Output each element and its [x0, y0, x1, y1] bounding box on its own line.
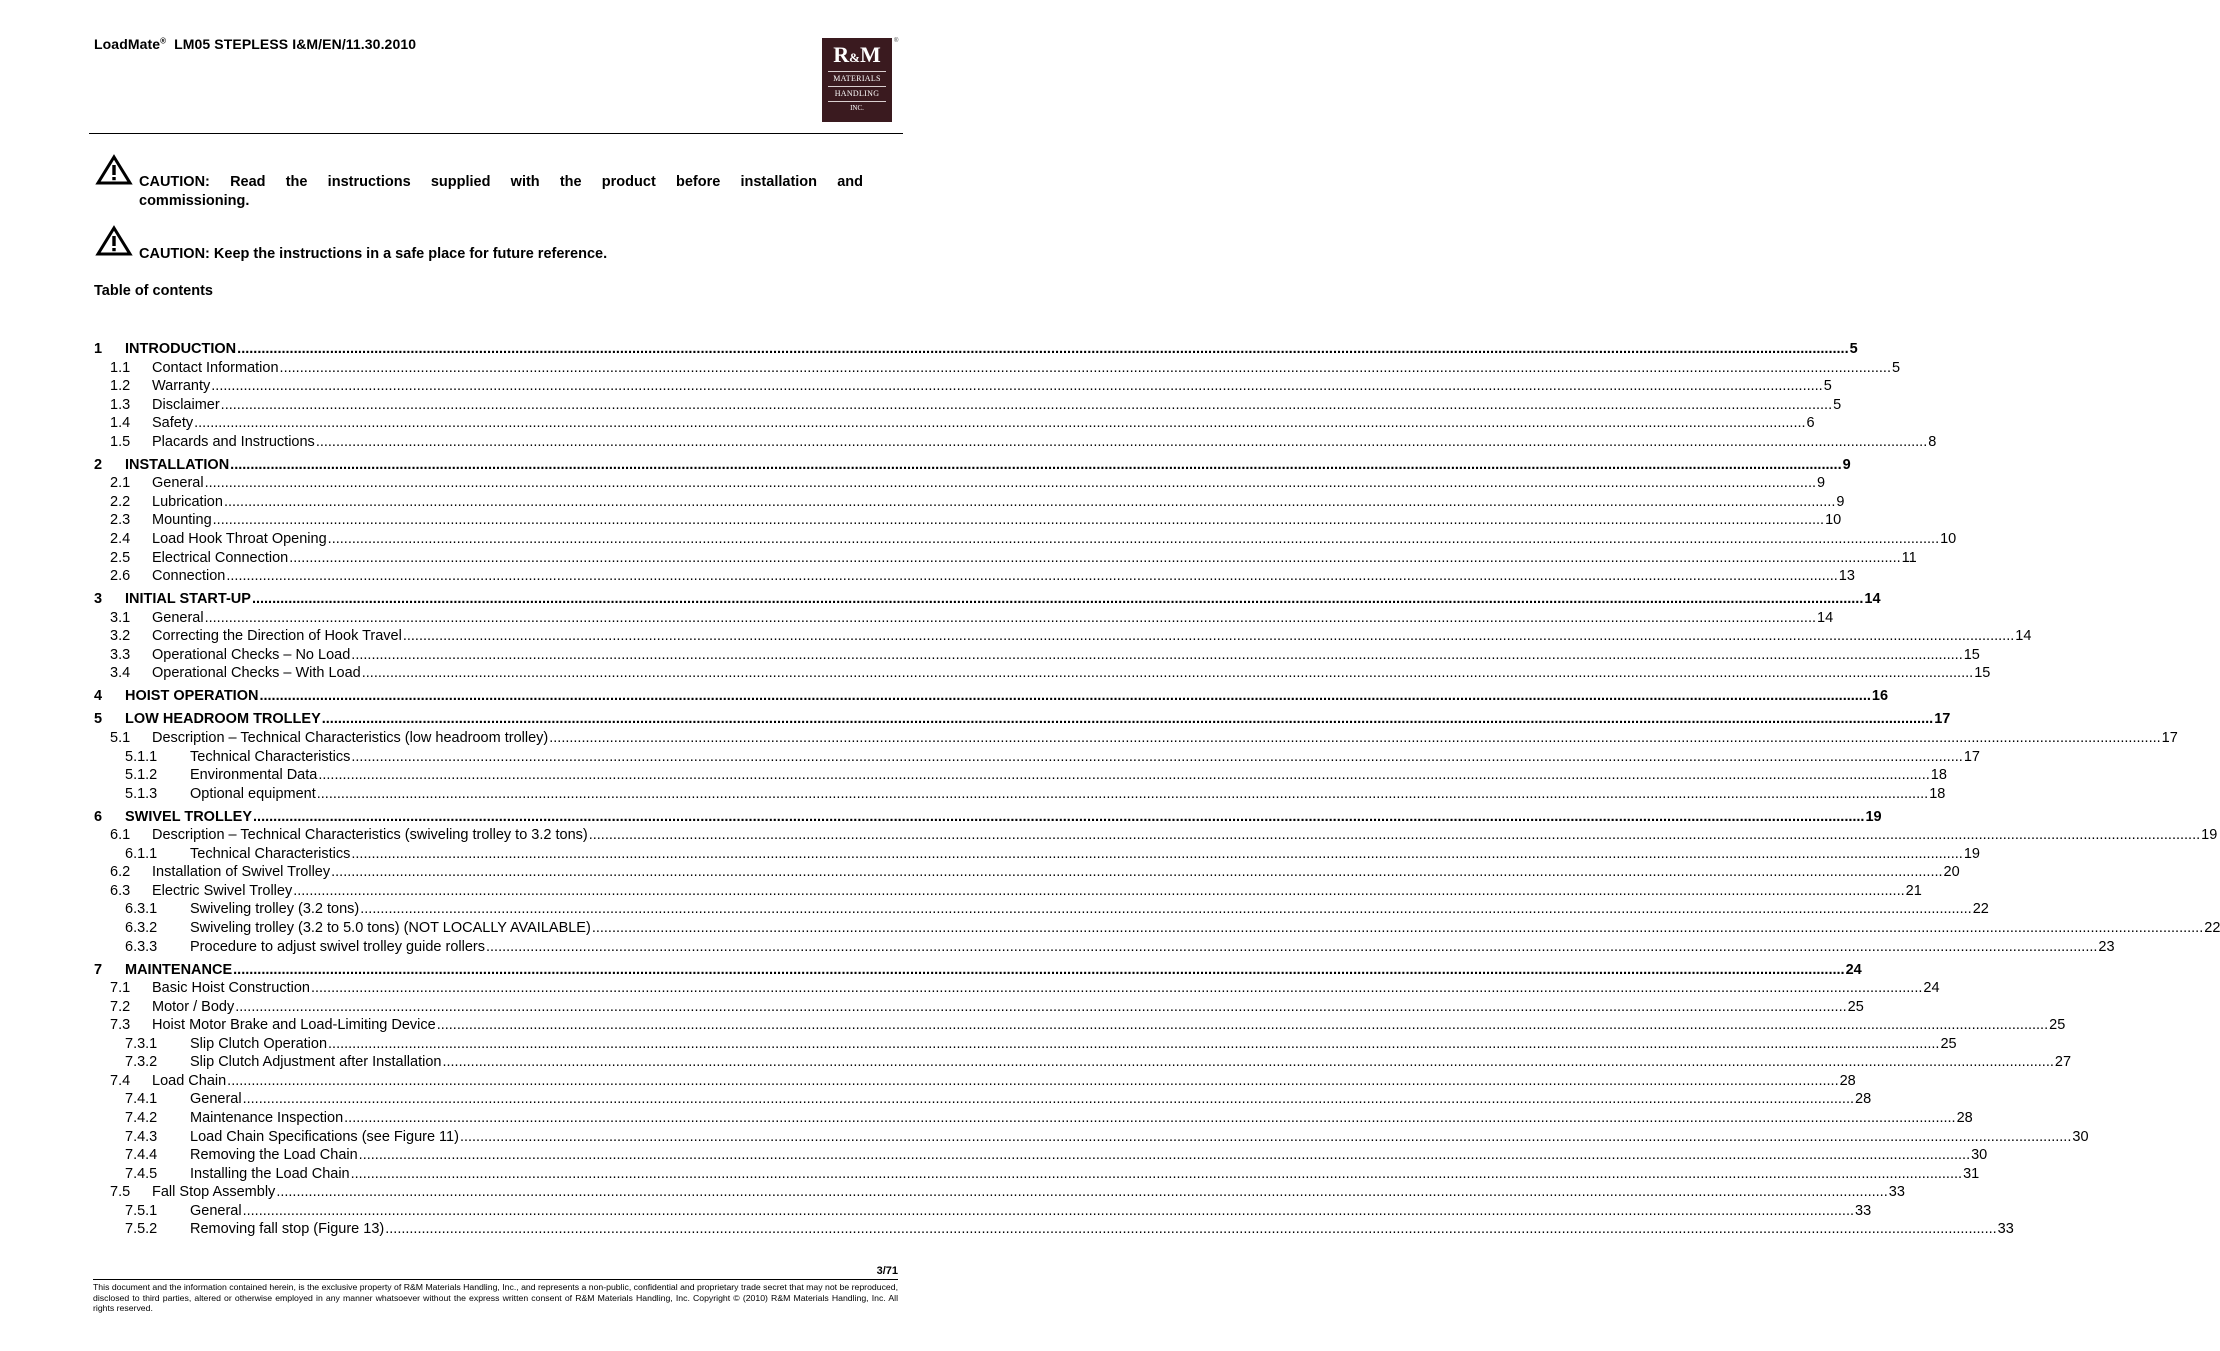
toc-entry-page: 10: [1940, 531, 1957, 547]
toc-entry-page: 9: [1842, 457, 1851, 473]
toc-entry-number: 1: [94, 341, 103, 357]
toc-entry[interactable]: [94, 979, 1940, 997]
toc-entry[interactable]: [94, 609, 1834, 627]
toc-entry-number: 6.1.1: [125, 846, 158, 862]
toc-dot-leader: ................................................................................................................................................................................................................................................................................................................................................................................................................: [351, 846, 1963, 862]
toc-entry-page: 8: [1928, 434, 1937, 450]
toc-entry-page: 28: [1855, 1091, 1872, 1107]
toc-entry-title: Contact Information: [152, 360, 279, 376]
toc-entry[interactable]: [94, 1016, 2066, 1034]
toc-entry-number: 7.5.2: [125, 1221, 158, 1237]
logo-registered-mark: ®: [894, 38, 899, 44]
toc-entry-page: 5: [1823, 378, 1832, 394]
toc-dot-leader: ................................................................................................................................................................................................................................................................................................................................................................................................................: [485, 939, 2098, 955]
toc-entry-title: Hoist Motor Brake and Load-Limiting Device: [152, 1017, 436, 1033]
warning-triangle-icon: [96, 155, 132, 185]
caution-keep-instructions: CAUTION: Keep the instructions in a safe place for future reference.: [139, 246, 608, 262]
toc-entry-number: 3.3: [110, 647, 131, 663]
toc-entry[interactable]: [94, 549, 1917, 567]
toc-entry-title: Optional equipment: [190, 786, 316, 802]
toc-entry-page: 9: [1836, 494, 1845, 510]
toc-entry-title: Maintenance Inspection: [190, 1110, 344, 1126]
toc-dot-leader: ................................................................................................................................................................................................................................................................................................................................................................................................................: [588, 827, 2201, 843]
toc-dot-leader: ................................................................................................................................................................................................................................................................................................................................................................................................................: [279, 360, 1891, 376]
toc-entry-page: 14: [2015, 628, 2032, 644]
toc-entry-title: Technical Characteristics: [190, 846, 351, 862]
toc-dot-leader: ................................................................................................................................................................................................................................................................................................................................................................................................................: [385, 1221, 1997, 1237]
toc-entry-page: 18: [1930, 767, 1947, 783]
toc-entry-title: INTRODUCTION: [125, 341, 237, 357]
toc-entry-number: 7.1: [110, 980, 131, 996]
toc-entry-page: 17: [1934, 711, 1951, 727]
toc-entry-title: Disclaimer: [152, 397, 220, 413]
toc-entry-title: Removing fall stop (Figure 13): [190, 1221, 385, 1237]
toc-entry-number: 1.2: [110, 378, 131, 394]
footer-legal-notice: This document and the information contained herein, is the exclusive property of R&M Materials Handling, Inc., and represents a non-public, confidential and proprietary trade secret that may not be reproduced, disclosed to third parties, altered or otherwise employed in any manner whatsoever without the express written consent of R&M Materials Handling, Inc. Copyright © (2010) R&M Materials Handling, Inc. All rights reserved.: [93, 1282, 898, 1313]
toc-entry-number: 1.5: [110, 434, 131, 450]
toc-entry[interactable]: [94, 961, 1862, 979]
toc-entry-title: Fall Stop Assembly: [152, 1184, 276, 1200]
toc-entry[interactable]: [94, 1146, 1988, 1164]
toc-entry-title: General: [190, 1203, 242, 1219]
toc-dot-leader: ................................................................................................................................................................................................................................................................................................................................................................................................................: [242, 1091, 1855, 1107]
toc-entry-number: 2.1: [110, 475, 131, 491]
toc-dot-leader: ................................................................................................................................................................................................................................................................................................................................................................................................................: [442, 1054, 2054, 1070]
toc-dot-leader: ................................................................................................................................................................................................................................................................................................................................................................................................................: [211, 378, 1823, 394]
toc-entry[interactable]: [94, 377, 1832, 395]
toc-entry-title: General: [190, 1091, 242, 1107]
toc-entry-number: 6.3.1: [125, 901, 158, 917]
toc-entry-number: 6.3.3: [125, 939, 158, 955]
toc-entry[interactable]: [94, 511, 1842, 529]
toc-dot-leader: ................................................................................................................................................................................................................................................................................................................................................................................................................: [331, 864, 1943, 880]
toc-entry[interactable]: [94, 710, 1951, 728]
toc-entry[interactable]: [94, 1090, 1872, 1108]
company-logo: [822, 38, 892, 122]
toc-entry-number: 6.1: [110, 827, 131, 843]
toc-entry-title: General: [152, 475, 204, 491]
toc-dot-leader: ................................................................................................................................................................................................................................................................................................................................................................................................................: [242, 1203, 1855, 1219]
toc-entry-number: 6: [94, 809, 103, 825]
toc-entry-page: 17: [1963, 749, 1980, 765]
toc-entry-number: 5: [94, 711, 103, 727]
toc-entry-page: 11: [1901, 550, 1917, 566]
toc-entry-title: Lubrication: [152, 494, 223, 510]
toc-entry-page: 14: [1817, 610, 1834, 626]
toc-entry-number: 7.4: [110, 1073, 131, 1089]
toc-entry-page: 30: [2072, 1129, 2089, 1145]
toc-dot-leader: ................................................................................................................................................................................................................................................................................................................................................................................................................: [358, 1147, 1971, 1163]
toc-entry[interactable]: [94, 766, 1947, 784]
title-product: LoadMate: [94, 36, 161, 52]
toc-entry-page: 20: [1943, 864, 1960, 880]
toc-dot-leader: ................................................................................................................................................................................................................................................................................................................................................................................................................: [344, 1110, 1956, 1126]
toc-entry[interactable]: [94, 414, 1815, 432]
toc-entry-number: 7.4.5: [125, 1166, 158, 1182]
toc-entry-number: 2.5: [110, 550, 131, 566]
toc-entry[interactable]: [94, 863, 1960, 881]
toc-dot-leader: ................................................................................................................................................................................................................................................................................................................................................................................................................: [351, 749, 1963, 765]
toc-entry-title: Operational Checks – No Load: [152, 647, 351, 663]
toc-entry-title: Mounting: [152, 512, 212, 528]
toc-entry-page: 25: [2049, 1017, 2066, 1033]
toc-dot-leader: ................................................................................................................................................................................................................................................................................................................................................................................................................: [226, 568, 1838, 584]
toc-entry-page: 19: [2201, 827, 2218, 843]
toc-entry-page: 19: [1963, 846, 1980, 862]
toc-dot-leader: ................................................................................................................................................................................................................................................................................................................................................................................................................: [315, 434, 1928, 450]
toc-entry-number: 6.3: [110, 883, 131, 899]
toc-entry[interactable]: [94, 590, 1881, 608]
toc-entry-number: 2.2: [110, 494, 131, 510]
footer-divider: [93, 1279, 898, 1280]
toc-dot-leader: ................................................................................................................................................................................................................................................................................................................................................................................................................: [316, 786, 1929, 802]
toc-entry-title: INSTALLATION: [125, 457, 230, 473]
toc-entry-title: Basic Hoist Construction: [152, 980, 310, 996]
toc-entry-number: 2: [94, 457, 103, 473]
toc-dot-leader: ................................................................................................................................................................................................................................................................................................................................................................................................................: [230, 457, 1842, 473]
logo-line-materials: MATERIALS: [833, 74, 881, 83]
header-divider: [89, 133, 903, 134]
toc-dot-leader: ................................................................................................................................................................................................................................................................................................................................................................................................................: [237, 341, 1849, 357]
toc-entry-title: Safety: [152, 415, 194, 431]
toc-dot-leader: ................................................................................................................................................................................................................................................................................................................................................................................................................: [591, 920, 2204, 936]
toc-entry[interactable]: [94, 433, 1937, 451]
toc-entry-title: General: [152, 610, 204, 626]
toc-entry[interactable]: [94, 627, 2032, 645]
toc-entry-page: 33: [1997, 1221, 2014, 1237]
toc-entry[interactable]: [94, 530, 1957, 548]
toc-entry-page: 33: [1888, 1184, 1905, 1200]
toc-entry-number: 2.3: [110, 512, 131, 528]
toc-entry-page: 5: [1891, 360, 1901, 376]
toc-entry-page: 13: [1838, 568, 1855, 584]
toc-dot-leader: ................................................................................................................................................................................................................................................................................................................................................................................................................: [235, 999, 1847, 1015]
toc-entry[interactable]: [94, 1183, 1905, 1201]
toc-dot-leader: ................................................................................................................................................................................................................................................................................................................................................................................................................: [328, 1036, 1940, 1052]
toc-entry-number: 2.4: [110, 531, 131, 547]
toc-entry-page: 24: [1923, 980, 1940, 996]
caution-read-instructions: [139, 173, 863, 211]
toc-entry-page: 33: [1855, 1203, 1872, 1219]
toc-entry[interactable]: [94, 882, 1922, 900]
toc-entry-number: 3.4: [110, 665, 131, 681]
toc-entry-number: 7.5.1: [125, 1203, 158, 1219]
toc-entry-page: 10: [1825, 512, 1842, 528]
toc-entry-number: 7.4.2: [125, 1110, 158, 1126]
toc-dot-leader: ................................................................................................................................................................................................................................................................................................................................................................................................................: [310, 980, 1923, 996]
toc-entry-number: 7.4.3: [125, 1129, 158, 1145]
toc-dot-leader: ................................................................................................................................................................................................................................................................................................................................................................................................................: [289, 550, 1901, 566]
toc-entry[interactable]: [94, 845, 1980, 863]
page-number: 3/71: [876, 1265, 898, 1277]
toc-entry-title: SWIVEL TROLLEY: [125, 809, 253, 825]
toc-entry[interactable]: [94, 567, 1855, 585]
toc-entry[interactable]: [94, 359, 1901, 377]
toc-entry-title: LOW HEADROOM TROLLEY: [125, 711, 321, 727]
toc-entry-page: 6: [1806, 415, 1815, 431]
toc-entry-title: Electric Swivel Trolley: [152, 883, 293, 899]
toc-entry-title: Load Chain Specifications (see Figure 11): [190, 1129, 459, 1145]
toc-dot-leader: ................................................................................................................................................................................................................................................................................................................................................................................................................: [549, 730, 2161, 746]
title-registered-mark: ®: [160, 36, 167, 46]
toc-entry-page: 28: [1956, 1110, 1973, 1126]
toc-dot-leader: ................................................................................................................................................................................................................................................................................................................................................................................................................: [204, 475, 1817, 491]
toc-entry[interactable]: [94, 474, 1826, 492]
toc-entry-title: Electrical Connection: [152, 550, 289, 566]
toc-entry-number: 7.4.4: [125, 1147, 158, 1163]
toc-entry-number: 5.1.3: [125, 786, 158, 802]
document-title: [94, 36, 416, 52]
toc-dot-leader: ................................................................................................................................................................................................................................................................................................................................................................................................................: [259, 688, 1871, 704]
toc-entry-page: 25: [1940, 1036, 1957, 1052]
toc-entry-page: 27: [2054, 1054, 2072, 1070]
toc-dot-leader: ................................................................................................................................................................................................................................................................................................................................................................................................................: [361, 665, 1974, 681]
toc-entry[interactable]: [94, 900, 1989, 918]
toc-entry[interactable]: [94, 1035, 1957, 1053]
toc-entry-title: Technical Characteristics: [190, 749, 351, 765]
toc-entry-number: 7.2: [110, 999, 131, 1015]
toc-entry-title: Warranty: [152, 378, 211, 394]
toc-entry-number: 5.1.1: [125, 749, 158, 765]
toc-entry[interactable]: [94, 1109, 1973, 1127]
toc-entry[interactable]: [94, 664, 1991, 682]
toc-entry-page: 18: [1929, 786, 1946, 802]
toc-dot-leader: ................................................................................................................................................................................................................................................................................................................................................................................................................: [204, 610, 1817, 626]
toc-entry[interactable]: [94, 646, 1980, 664]
toc-dot-leader: ................................................................................................................................................................................................................................................................................................................................................................................................................: [459, 1129, 2072, 1145]
warning-triangle-icon: [96, 226, 132, 256]
toc-entry-number: 3: [94, 591, 103, 607]
toc-entry-page: 17: [2161, 730, 2178, 746]
toc-entry-number: 3.1: [110, 610, 131, 626]
toc-dot-leader: ................................................................................................................................................................................................................................................................................................................................................................................................................: [253, 809, 1865, 825]
toc-entry-title: Procedure to adjust swivel trolley guide rollers: [190, 939, 485, 955]
toc-entry-title: Installation of Swivel Trolley: [152, 864, 331, 880]
toc-entry-title: Swiveling trolley (3.2 tons): [190, 901, 360, 917]
toc-dot-leader: ................................................................................................................................................................................................................................................................................................................................................................................................................: [220, 397, 1833, 413]
caution-text-line: commissioning.: [139, 193, 250, 209]
toc-entry-title: HOIST OPERATION: [125, 688, 259, 704]
toc-entry[interactable]: [94, 340, 1858, 358]
toc-entry-title: Environmental Data: [190, 767, 318, 783]
toc-heading: Table of contents: [94, 283, 213, 299]
toc-entry-title: Operational Checks – With Load: [152, 665, 361, 681]
toc-entry-title: Connection: [152, 568, 226, 584]
toc-dot-leader: ................................................................................................................................................................................................................................................................................................................................................................................................................: [276, 1184, 1888, 1200]
toc-entry[interactable]: [94, 1053, 2072, 1071]
toc-entry[interactable]: [94, 396, 1842, 414]
toc-entry-number: 2.6: [110, 568, 131, 584]
toc-dot-leader: ................................................................................................................................................................................................................................................................................................................................................................................................................: [436, 1017, 2049, 1033]
toc-entry[interactable]: [94, 1072, 1856, 1090]
toc-dot-leader: ................................................................................................................................................................................................................................................................................................................................................................................................................: [227, 1073, 1839, 1089]
toc-entry-number: 4: [94, 688, 103, 704]
toc-entry-number: 7.3.1: [125, 1036, 158, 1052]
toc-dot-leader: ................................................................................................................................................................................................................................................................................................................................................................................................................: [360, 901, 1972, 917]
toc-entry[interactable]: [94, 826, 2218, 844]
toc-entry-page: 14: [1864, 591, 1881, 607]
title-rest: LM05 STEPLESS I&M/EN/11.30.2010: [166, 36, 417, 52]
toc-entry-number: 1.4: [110, 415, 131, 431]
toc-entry[interactable]: [94, 1128, 2089, 1146]
toc-entry-page: 28: [1839, 1073, 1856, 1089]
toc-dot-leader: ................................................................................................................................................................................................................................................................................................................................................................................................................: [321, 711, 1934, 727]
toc-dot-leader: ................................................................................................................................................................................................................................................................................................................................................................................................................: [223, 494, 1836, 510]
toc-entry-title: Load Hook Throat Opening: [152, 531, 327, 547]
toc-entry-number: 1.1: [110, 360, 131, 376]
toc-entry-title: Installing the Load Chain: [190, 1166, 350, 1182]
toc-entry-page: 9: [1817, 475, 1826, 491]
toc-entry-title: Correcting the Direction of Hook Travel: [152, 628, 402, 644]
toc-dot-leader: ................................................................................................................................................................................................................................................................................................................................................................................................................: [251, 591, 1864, 607]
toc-entry[interactable]: [94, 808, 1882, 826]
toc-entry-number: 1.3: [110, 397, 131, 413]
toc-entry-page: 22: [2204, 920, 2220, 936]
toc-entry-number: 5.1: [110, 730, 131, 746]
toc-entry[interactable]: [94, 729, 2178, 747]
caution-text-line: CAUTION: Read the instructions supplied with the product before installation and: [139, 174, 863, 190]
toc-entry-page: 30: [1971, 1147, 1988, 1163]
toc-dot-leader: ................................................................................................................................................................................................................................................................................................................................................................................................................: [402, 628, 2015, 644]
toc-entry[interactable]: [94, 919, 2220, 937]
toc-entry-number: 5.1.2: [125, 767, 158, 783]
toc-entry-title: Removing the Load Chain: [190, 1147, 358, 1163]
toc-dot-leader: ................................................................................................................................................................................................................................................................................................................................................................................................................: [350, 1166, 1963, 1182]
toc-entry[interactable]: [94, 938, 2115, 956]
toc-entry-number: 7.3: [110, 1017, 131, 1033]
toc-entry-page: 5: [1849, 341, 1858, 357]
toc-entry-page: 22: [1972, 901, 1989, 917]
toc-entry-title: Slip Clutch Adjustment after Installation: [190, 1054, 442, 1070]
toc-entry-number: 7.4.1: [125, 1091, 158, 1107]
toc-dot-leader: ................................................................................................................................................................................................................................................................................................................................................................................................................: [233, 962, 1845, 978]
toc-dot-leader: ................................................................................................................................................................................................................................................................................................................................................................................................................: [194, 415, 1806, 431]
toc-entry-page: 24: [1845, 962, 1862, 978]
toc-entry[interactable]: [94, 493, 1845, 511]
toc-entry-page: 19: [1865, 809, 1882, 825]
toc-entry-page: 25: [1847, 999, 1864, 1015]
toc-dot-leader: ................................................................................................................................................................................................................................................................................................................................................................................................................: [318, 767, 1930, 783]
toc-dot-leader: ................................................................................................................................................................................................................................................................................................................................................................................................................: [327, 531, 1940, 547]
toc-entry[interactable]: [94, 687, 1889, 705]
toc-entry-page: 21: [1905, 883, 1922, 899]
toc-entry-title: Description – Technical Characteristics (low headroom trolley): [152, 730, 549, 746]
toc-dot-leader: ................................................................................................................................................................................................................................................................................................................................................................................................................: [351, 647, 1963, 663]
toc-entry-title: Motor / Body: [152, 999, 235, 1015]
toc-entry-number: 7: [94, 962, 103, 978]
toc-entry[interactable]: [94, 998, 1864, 1016]
toc-entry-page: 5: [1833, 397, 1842, 413]
toc-entry[interactable]: [94, 748, 1980, 766]
toc-entry-number: 6.2: [110, 864, 131, 880]
toc-entry-title: MAINTENANCE: [125, 962, 233, 978]
toc-entry[interactable]: [94, 456, 1851, 474]
toc-entry-number: 3.2: [110, 628, 131, 644]
toc-dot-leader: ................................................................................................................................................................................................................................................................................................................................................................................................................: [293, 883, 1905, 899]
toc-entry-title: Placards and Instructions: [152, 434, 315, 450]
toc-entry-page: 31: [1963, 1166, 1980, 1182]
toc-entry-number: 7.5: [110, 1184, 131, 1200]
toc-entry-page: 23: [2098, 939, 2115, 955]
toc-entry-title: INITIAL START-UP: [125, 591, 251, 607]
toc-entry-page: 15: [1963, 647, 1980, 663]
toc-entry[interactable]: [94, 1220, 2014, 1238]
toc-dot-leader: ................................................................................................................................................................................................................................................................................................................................................................................................................: [212, 512, 1825, 528]
toc-entry-title: Description – Technical Characteristics (swiveling trolley to 3.2 tons): [152, 827, 588, 843]
toc-entry[interactable]: [94, 785, 1946, 803]
toc-entry-title: Swiveling trolley (3.2 to 5.0 tons) (NOT LOCALLY AVAILABLE): [190, 920, 591, 936]
toc-entry-page: 15: [1974, 665, 1991, 681]
toc-entry-title: Slip Clutch Operation: [190, 1036, 328, 1052]
toc-entry-number: 7.3.2: [125, 1054, 158, 1070]
toc-entry[interactable]: [94, 1202, 1872, 1220]
toc-entry-number: 6.3.2: [125, 920, 158, 936]
toc-entry-title: Load Chain: [152, 1073, 227, 1089]
toc-entry-page: 16: [1871, 688, 1889, 704]
logo-mark: R&M: [833, 42, 881, 67]
logo-line-inc: INC.: [850, 104, 864, 112]
toc-entry[interactable]: [94, 1165, 1980, 1183]
logo-line-handling: HANDLING: [834, 89, 880, 98]
